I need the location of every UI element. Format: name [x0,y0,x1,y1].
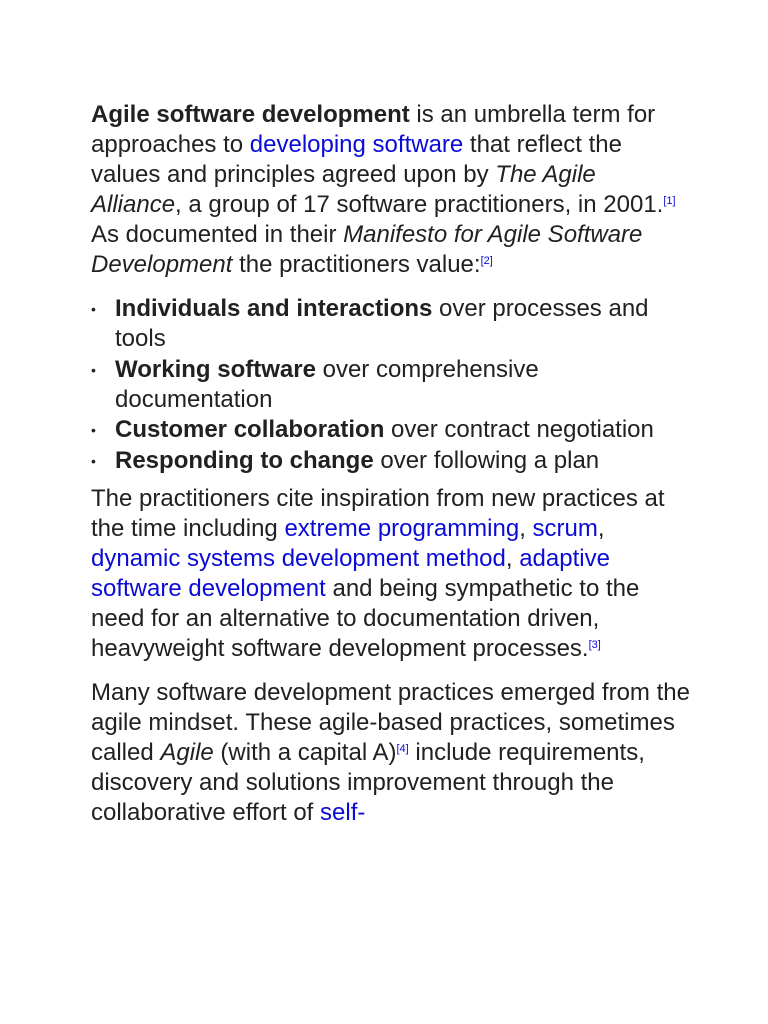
link-self-organizing[interactable]: self- [320,799,366,827]
bullet-icon: • [91,422,96,439]
text-span: and being sympathetic to the need for an alternative to documentation driven, heavyweight software development processes. [91,575,640,663]
reference-link-3[interactable]: [3] [588,639,601,652]
values-list [91,294,691,476]
list-item-bold: Customer collaboration [115,416,385,444]
text-span: , [597,515,605,543]
italic-agile: Agile [160,739,214,767]
italic-the-agile-alliance: The Agile Alliance [91,161,596,218]
text-span: The practitioners cite inspiration from new practices at the time including [91,485,665,543]
list-item-text: over comprehensive documentation [115,355,539,413]
reference-1[interactable] [663,195,675,207]
link-dsdm[interactable]: dynamic systems development method [91,545,506,573]
inspiration-paragraph [91,484,691,664]
list-item-text: over processes and tools [115,295,649,352]
text-span: As documented in their [91,221,344,248]
text-span: , [519,515,533,543]
text-span: , [505,545,520,573]
link-scrum[interactable]: scrum [532,515,598,543]
reference-link-2[interactable]: [2] [480,255,493,267]
list-item-bold: Working software [115,355,316,383]
list-item [91,415,691,445]
intro-paragraph [91,100,691,280]
reference-3[interactable] [589,639,601,651]
reference-link-4[interactable]: [4] [396,743,409,756]
reference-4[interactable] [397,743,409,755]
text-span: is an umbrella term for approaches to [91,101,656,158]
list-item [91,294,691,354]
link-developing-software[interactable]: developing software [249,131,464,158]
italic-manifesto: Manifesto for Agile Software Development [91,221,643,278]
text-span: the practitioners value: [232,251,481,278]
list-item-text: over contract negotiation [384,416,654,444]
text-span: , a group of 17 software practitioners, in 2001. [175,191,664,218]
text-span: Many software development practices emerged from the agile mindset. These agile-based practices, sometimes called [91,679,690,767]
text-span: (with a capital A) [213,739,397,767]
list-item-bold: Individuals and interactions [115,295,433,322]
article-body [91,100,691,828]
link-adaptive-software-development[interactable]: adaptive software development [91,545,610,603]
bullet-icon: • [91,453,96,470]
reference-link-1[interactable]: [1] [663,195,676,207]
list-item-bold: Responding to change [115,447,374,475]
practices-paragraph [91,678,691,828]
bullet-icon: • [91,361,96,378]
list-item-text: over following a plan [373,447,600,475]
text-span: include requirements, discovery and solutions improvement through the collaborative effort of [91,739,645,827]
bullet-icon: • [91,301,96,317]
article-term: Agile software development [91,101,410,128]
list-item [91,355,691,415]
list-item [91,446,691,476]
reference-2[interactable] [481,255,493,267]
text-span: that reflect the values and principles agreed upon by [91,131,623,188]
link-extreme-programming[interactable]: extreme programming [284,515,520,543]
